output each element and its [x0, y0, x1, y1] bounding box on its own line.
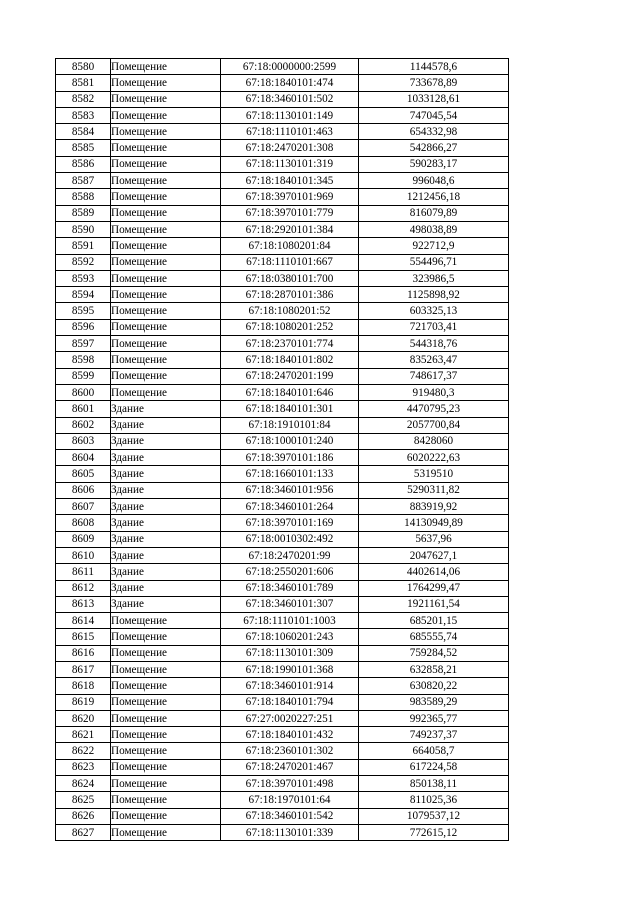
cadastral-value-cell: 4402614,06 — [359, 564, 509, 580]
table-row — [56, 531, 509, 547]
row-number-cell: 8618 — [56, 678, 111, 694]
cadastral-value-cell: 733678,89 — [359, 75, 509, 91]
object-type-cell: Помещение — [111, 792, 221, 808]
row-number-cell: 8583 — [56, 107, 111, 123]
cadastral-number-cell: 67:18:1840101:301 — [221, 401, 359, 417]
cadastral-number-cell: 67:18:2870101:386 — [221, 287, 359, 303]
table-row — [56, 743, 509, 759]
row-number-cell: 8611 — [56, 564, 111, 580]
object-type-cell: Здание — [111, 547, 221, 563]
table-row — [56, 238, 509, 254]
cadastral-number-cell: 67:18:3460101:956 — [221, 482, 359, 498]
row-number-cell: 8588 — [56, 189, 111, 205]
table-row — [56, 613, 509, 629]
row-number-cell: 8617 — [56, 661, 111, 677]
cadastral-value-cell: 749237,37 — [359, 727, 509, 743]
object-type-cell: Помещение — [111, 776, 221, 792]
cadastral-value-cell: 759284,52 — [359, 645, 509, 661]
cadastral-value-cell: 542866,27 — [359, 140, 509, 156]
row-number-cell: 8602 — [56, 417, 111, 433]
object-type-cell: Здание — [111, 482, 221, 498]
cadastral-number-cell: 67:18:1840101:794 — [221, 694, 359, 710]
row-number-cell: 8597 — [56, 336, 111, 352]
cadastral-number-cell: 67:18:1130101:339 — [221, 824, 359, 840]
table-row — [56, 303, 509, 319]
object-type-cell: Здание — [111, 580, 221, 596]
table-row — [56, 91, 509, 107]
table-row — [56, 336, 509, 352]
row-number-cell: 8591 — [56, 238, 111, 254]
cadastral-number-cell: 67:18:1000101:240 — [221, 433, 359, 449]
row-number-cell: 8616 — [56, 645, 111, 661]
cadastral-value-cell: 617224,58 — [359, 759, 509, 775]
cadastral-value-cell: 919480,3 — [359, 384, 509, 400]
row-number-cell: 8606 — [56, 482, 111, 498]
object-type-cell: Здание — [111, 401, 221, 417]
cadastral-value-cell: 748617,37 — [359, 368, 509, 384]
cadastral-value-cell: 1144578,6 — [359, 59, 509, 75]
table-row — [56, 75, 509, 91]
cadastral-value-cell: 1033128,61 — [359, 91, 509, 107]
cadastral-value-cell: 498038,89 — [359, 221, 509, 237]
object-type-cell: Помещение — [111, 238, 221, 254]
cadastral-value-cell: 664058,7 — [359, 743, 509, 759]
row-number-cell: 8580 — [56, 59, 111, 75]
cadastral-value-cell: 590283,17 — [359, 156, 509, 172]
cadastral-value-cell: 4470795,23 — [359, 401, 509, 417]
cadastral-value-cell: 850138,11 — [359, 776, 509, 792]
cadastral-value-cell: 554496,71 — [359, 254, 509, 270]
table-row — [56, 710, 509, 726]
table-row — [56, 270, 509, 286]
cadastral-value-cell: 1212456,18 — [359, 189, 509, 205]
cadastral-value-cell: 14130949,89 — [359, 515, 509, 531]
table-row — [56, 580, 509, 596]
row-number-cell: 8604 — [56, 450, 111, 466]
table-row — [56, 727, 509, 743]
object-type-cell: Помещение — [111, 629, 221, 645]
table-row — [56, 173, 509, 189]
cadastral-number-cell: 67:18:1990101:368 — [221, 661, 359, 677]
row-number-cell: 8625 — [56, 792, 111, 808]
object-type-cell: Помещение — [111, 205, 221, 221]
cadastral-value-cell: 2047627,1 — [359, 547, 509, 563]
cadastral-value-cell: 1921161,54 — [359, 596, 509, 612]
cadastral-value-cell: 992365,77 — [359, 710, 509, 726]
cadastral-value-cell: 5637,96 — [359, 531, 509, 547]
object-type-cell: Помещение — [111, 156, 221, 172]
object-type-cell: Здание — [111, 515, 221, 531]
row-number-cell: 8626 — [56, 808, 111, 824]
table-row — [56, 466, 509, 482]
cadastral-number-cell: 67:18:1840101:802 — [221, 352, 359, 368]
cadastral-value-cell: 5290311,82 — [359, 482, 509, 498]
cadastral-number-cell: 67:18:3970101:186 — [221, 450, 359, 466]
cadastral-number-cell: 67:18:1130101:319 — [221, 156, 359, 172]
table-row — [56, 352, 509, 368]
object-type-cell: Помещение — [111, 107, 221, 123]
cadastral-number-cell: 67:18:3970101:779 — [221, 205, 359, 221]
row-number-cell: 8609 — [56, 531, 111, 547]
object-type-cell: Помещение — [111, 743, 221, 759]
object-type-cell: Помещение — [111, 645, 221, 661]
cadastral-number-cell: 67:18:3460101:307 — [221, 596, 359, 612]
table-row — [56, 694, 509, 710]
table-row — [56, 629, 509, 645]
object-type-cell: Помещение — [111, 661, 221, 677]
object-type-cell: Помещение — [111, 759, 221, 775]
object-type-cell: Помещение — [111, 303, 221, 319]
row-number-cell: 8614 — [56, 613, 111, 629]
row-number-cell: 8594 — [56, 287, 111, 303]
cadastral-value-cell: 5319510 — [359, 466, 509, 482]
cadastral-number-cell: 67:18:3460101:914 — [221, 678, 359, 694]
table-row — [56, 792, 509, 808]
object-type-cell: Здание — [111, 531, 221, 547]
row-number-cell: 8621 — [56, 727, 111, 743]
cadastral-value-cell: 323986,5 — [359, 270, 509, 286]
object-type-cell: Помещение — [111, 727, 221, 743]
cadastral-number-cell: 67:18:2470201:199 — [221, 368, 359, 384]
cadastral-number-cell: 67:18:1660101:133 — [221, 466, 359, 482]
object-type-cell: Здание — [111, 499, 221, 515]
row-number-cell: 8608 — [56, 515, 111, 531]
row-number-cell: 8590 — [56, 221, 111, 237]
cadastral-number-cell: 67:18:0010302:492 — [221, 531, 359, 547]
object-type-cell: Помещение — [111, 173, 221, 189]
cadastral-number-cell: 67:18:1080201:52 — [221, 303, 359, 319]
object-type-cell: Помещение — [111, 124, 221, 140]
table-row — [56, 661, 509, 677]
cadastral-number-cell: 67:18:3460101:542 — [221, 808, 359, 824]
row-number-cell: 8620 — [56, 710, 111, 726]
cadastral-number-cell: 67:18:1840101:432 — [221, 727, 359, 743]
row-number-cell: 8601 — [56, 401, 111, 417]
cadastral-value-cell: 922712,9 — [359, 238, 509, 254]
cadastral-value-cell: 721703,41 — [359, 319, 509, 335]
cadastral-number-cell: 67:18:1080201:84 — [221, 238, 359, 254]
row-number-cell: 8605 — [56, 466, 111, 482]
cadastral-value-cell: 632858,21 — [359, 661, 509, 677]
object-type-cell: Помещение — [111, 384, 221, 400]
table-row — [56, 401, 509, 417]
table-row — [56, 596, 509, 612]
row-number-cell: 8595 — [56, 303, 111, 319]
cadastral-value-cell: 816079,89 — [359, 205, 509, 221]
table-row — [56, 124, 509, 140]
object-type-cell: Здание — [111, 596, 221, 612]
row-number-cell: 8603 — [56, 433, 111, 449]
row-number-cell: 8610 — [56, 547, 111, 563]
table-row — [56, 824, 509, 840]
cadastral-value-cell: 8428060 — [359, 433, 509, 449]
cadastral-number-cell: 67:18:1130101:149 — [221, 107, 359, 123]
object-type-cell: Помещение — [111, 59, 221, 75]
cadastral-number-cell: 67:18:1840101:474 — [221, 75, 359, 91]
object-type-cell: Помещение — [111, 336, 221, 352]
object-type-cell: Помещение — [111, 710, 221, 726]
cadastral-number-cell: 67:18:2470201:467 — [221, 759, 359, 775]
cadastral-value-cell: 1764299,47 — [359, 580, 509, 596]
cadastral-value-table — [55, 58, 509, 841]
row-number-cell: 8619 — [56, 694, 111, 710]
row-number-cell: 8584 — [56, 124, 111, 140]
table-row — [56, 499, 509, 515]
row-number-cell: 8582 — [56, 91, 111, 107]
row-number-cell: 8596 — [56, 319, 111, 335]
table-row — [56, 221, 509, 237]
cadastral-number-cell: 67:18:3460101:502 — [221, 91, 359, 107]
object-type-cell: Помещение — [111, 140, 221, 156]
table-row — [56, 107, 509, 123]
cadastral-value-cell: 1079537,12 — [359, 808, 509, 824]
cadastral-number-cell: 67:18:2370101:774 — [221, 336, 359, 352]
cadastral-value-cell: 772615,12 — [359, 824, 509, 840]
object-type-cell: Здание — [111, 466, 221, 482]
table-body — [56, 59, 509, 841]
row-number-cell: 8623 — [56, 759, 111, 775]
row-number-cell: 8624 — [56, 776, 111, 792]
object-type-cell: Здание — [111, 564, 221, 580]
cadastral-number-cell: 67:18:1080201:252 — [221, 319, 359, 335]
table-row — [56, 384, 509, 400]
cadastral-value-cell: 630820,22 — [359, 678, 509, 694]
cadastral-number-cell: 67:18:3460101:264 — [221, 499, 359, 515]
row-number-cell: 8587 — [56, 173, 111, 189]
object-type-cell: Помещение — [111, 221, 221, 237]
table-row — [56, 645, 509, 661]
row-number-cell: 8615 — [56, 629, 111, 645]
row-number-cell: 8622 — [56, 743, 111, 759]
cadastral-value-cell: 883919,92 — [359, 499, 509, 515]
object-type-cell: Помещение — [111, 189, 221, 205]
cadastral-number-cell: 67:18:1840101:646 — [221, 384, 359, 400]
table-row — [56, 433, 509, 449]
row-number-cell: 8585 — [56, 140, 111, 156]
cadastral-number-cell: 67:18:3970101:969 — [221, 189, 359, 205]
object-type-cell: Помещение — [111, 808, 221, 824]
object-type-cell: Помещение — [111, 75, 221, 91]
row-number-cell: 8581 — [56, 75, 111, 91]
object-type-cell: Помещение — [111, 91, 221, 107]
cadastral-number-cell: 67:27:0020227:251 — [221, 710, 359, 726]
cadastral-value-cell: 747045,54 — [359, 107, 509, 123]
object-type-cell: Помещение — [111, 254, 221, 270]
object-type-cell: Помещение — [111, 352, 221, 368]
cadastral-number-cell: 67:18:1130101:309 — [221, 645, 359, 661]
row-number-cell: 8592 — [56, 254, 111, 270]
cadastral-number-cell: 67:18:2550201:606 — [221, 564, 359, 580]
cadastral-number-cell: 67:18:3970101:498 — [221, 776, 359, 792]
cadastral-number-cell: 67:18:0380101:700 — [221, 270, 359, 286]
table-row — [56, 417, 509, 433]
cadastral-value-cell: 685555,74 — [359, 629, 509, 645]
cadastral-value-cell: 811025,36 — [359, 792, 509, 808]
object-type-cell: Здание — [111, 417, 221, 433]
table-row — [56, 678, 509, 694]
cadastral-value-cell: 603325,13 — [359, 303, 509, 319]
table-row — [56, 547, 509, 563]
cadastral-number-cell: 67:18:1110101:1003 — [221, 613, 359, 629]
cadastral-value-cell: 996048,6 — [359, 173, 509, 189]
row-number-cell: 8598 — [56, 352, 111, 368]
table-row — [56, 759, 509, 775]
cadastral-number-cell: 67:18:1110101:667 — [221, 254, 359, 270]
object-type-cell: Помещение — [111, 319, 221, 335]
cadastral-value-cell: 544318,76 — [359, 336, 509, 352]
cadastral-number-cell: 67:18:3460101:789 — [221, 580, 359, 596]
table-row — [56, 254, 509, 270]
cadastral-value-cell: 685201,15 — [359, 613, 509, 629]
cadastral-number-cell: 67:18:2360101:302 — [221, 743, 359, 759]
object-type-cell: Помещение — [111, 287, 221, 303]
row-number-cell: 8586 — [56, 156, 111, 172]
table-row — [56, 156, 509, 172]
table-row — [56, 368, 509, 384]
cadastral-value-cell: 6020222,63 — [359, 450, 509, 466]
row-number-cell: 8613 — [56, 596, 111, 612]
row-number-cell: 8589 — [56, 205, 111, 221]
cadastral-number-cell: 67:18:1110101:463 — [221, 124, 359, 140]
table-row — [56, 319, 509, 335]
table-row — [56, 482, 509, 498]
object-type-cell: Здание — [111, 433, 221, 449]
cadastral-value-cell: 1125898,92 — [359, 287, 509, 303]
object-type-cell: Помещение — [111, 694, 221, 710]
cadastral-number-cell: 67:18:2920101:384 — [221, 221, 359, 237]
table-row — [56, 205, 509, 221]
cadastral-number-cell: 67:18:1970101:64 — [221, 792, 359, 808]
row-number-cell: 8612 — [56, 580, 111, 596]
table-row — [56, 59, 509, 75]
cadastral-value-cell: 654332,98 — [359, 124, 509, 140]
object-type-cell: Здание — [111, 450, 221, 466]
cadastral-number-cell: 67:18:2470201:308 — [221, 140, 359, 156]
table-row — [56, 189, 509, 205]
cadastral-number-cell: 67:18:2470201:99 — [221, 547, 359, 563]
cadastral-number-cell: 67:18:0000000:2599 — [221, 59, 359, 75]
row-number-cell: 8593 — [56, 270, 111, 286]
row-number-cell: 8607 — [56, 499, 111, 515]
row-number-cell: 8627 — [56, 824, 111, 840]
cadastral-number-cell: 67:18:3970101:169 — [221, 515, 359, 531]
cadastral-value-cell: 983589,29 — [359, 694, 509, 710]
object-type-cell: Помещение — [111, 270, 221, 286]
object-type-cell: Помещение — [111, 368, 221, 384]
object-type-cell: Помещение — [111, 678, 221, 694]
table-row — [56, 564, 509, 580]
object-type-cell: Помещение — [111, 824, 221, 840]
cadastral-value-cell: 2057700,84 — [359, 417, 509, 433]
object-type-cell: Помещение — [111, 613, 221, 629]
table-row — [56, 450, 509, 466]
table-row — [56, 808, 509, 824]
cadastral-number-cell: 67:18:1840101:345 — [221, 173, 359, 189]
cadastral-number-cell: 67:18:1060201:243 — [221, 629, 359, 645]
table-row — [56, 140, 509, 156]
cadastral-value-cell: 835263,47 — [359, 352, 509, 368]
table-row — [56, 515, 509, 531]
cadastral-number-cell: 67:18:1910101:84 — [221, 417, 359, 433]
table-row — [56, 287, 509, 303]
table-row — [56, 776, 509, 792]
row-number-cell: 8599 — [56, 368, 111, 384]
row-number-cell: 8600 — [56, 384, 111, 400]
